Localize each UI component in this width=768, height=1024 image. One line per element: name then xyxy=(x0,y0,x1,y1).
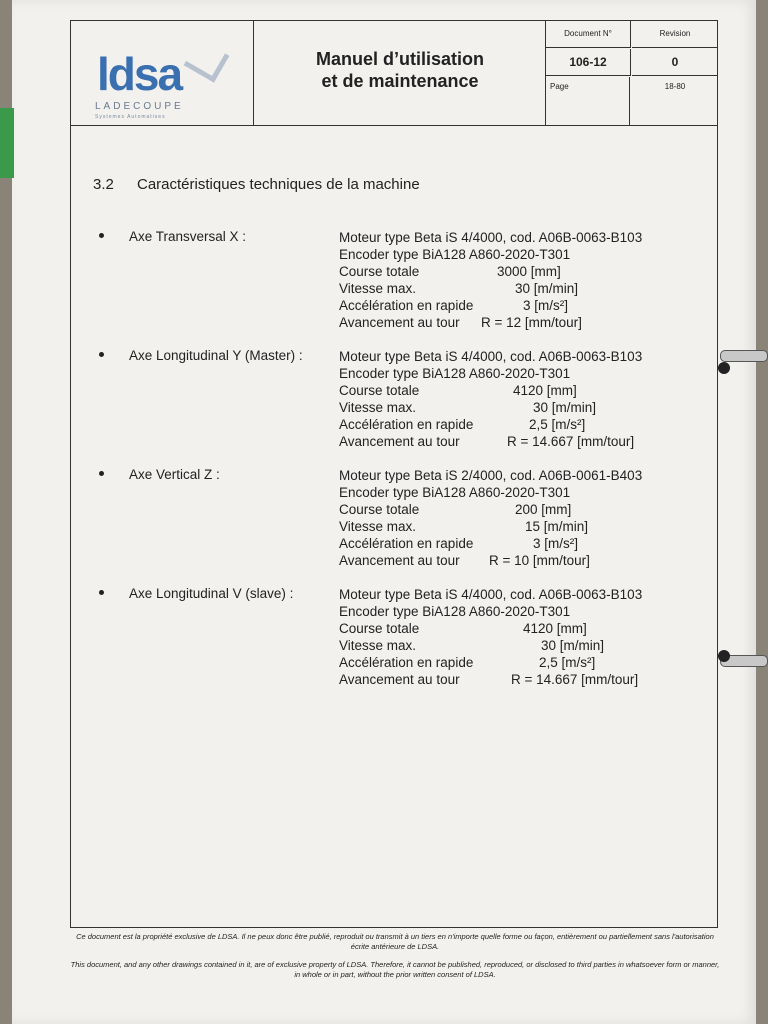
speed-label: Vitesse max. xyxy=(339,638,417,653)
course-label: Course totale xyxy=(339,264,420,279)
document-header xyxy=(71,21,717,126)
course-value: 3000 [mm] xyxy=(497,264,561,279)
accel-label: Accélération en rapide xyxy=(339,536,474,551)
document-frame xyxy=(70,20,718,928)
advance-label: Avancement au tour xyxy=(339,553,460,568)
course-label: Course totale xyxy=(339,502,420,517)
footer-english: This document, and any other drawings contained in it, are of exclusive property of LDSA. Therefore, it cannot be published, reproduced, or disclosed to third parties in whatsoever form or manner, in whole or in part, without the prior written consent of LDSA. xyxy=(70,960,720,979)
axis-name: Axe Longitudinal V (slave) : xyxy=(129,586,294,601)
footer-french: Ce document est la propriété exclusive de LDSA. Il ne peux donc être publié, reproduit ou transmit à un tiers en n'importe quelle forme ou façon, entièrement ou partiellement sans l'autorisation écrite antérieure de LDSA. xyxy=(76,932,714,951)
bullet-point xyxy=(99,471,104,476)
section-heading xyxy=(93,176,420,193)
doc-number-value: 106-12 xyxy=(546,49,631,76)
logo-wordmark: ldsa xyxy=(97,48,182,100)
accel-value: 3 [m/s²] xyxy=(523,298,569,313)
document-title-line2: et de maintenance xyxy=(321,71,479,91)
encoder-spec: Encoder type BiA128 A860-2020-T301 xyxy=(339,366,571,381)
course-label: Course totale xyxy=(339,383,420,398)
page-value: 18-80 xyxy=(664,82,686,91)
speed-value: 30 [m/min] xyxy=(533,400,597,415)
binder-ring xyxy=(720,350,768,362)
advance-value: R = 14.667 [mm/tour] xyxy=(507,434,635,449)
logo-tagline: Systemes Automatises xyxy=(95,114,166,120)
accel-value: 3 [m/s²] xyxy=(533,536,579,551)
course-value: 4120 [mm] xyxy=(513,383,577,398)
accel-value: 2,5 [m/s²] xyxy=(539,655,596,670)
title-box xyxy=(255,21,545,125)
binder-ring-end xyxy=(718,650,730,662)
advance-value: R = 14.667 [mm/tour] xyxy=(511,672,639,687)
bullet-point xyxy=(99,233,104,238)
motor-spec: Moteur type Beta iS 2/4000, cod. A06B-0061-B403 xyxy=(339,468,643,483)
section-number: 3.2 xyxy=(93,176,114,193)
section-title: Caractéristiques techniques de la machine xyxy=(137,176,420,193)
advance-label: Avancement au tour xyxy=(339,672,460,687)
document-meta-table xyxy=(545,21,718,125)
page-label: Page xyxy=(546,77,630,125)
accel-label: Accélération en rapide xyxy=(339,417,474,432)
speed-value: 30 [m/min] xyxy=(541,638,605,653)
speed-value: 15 [m/min] xyxy=(525,519,589,534)
axis-name: Axe Longitudinal Y (Master) : xyxy=(129,348,303,363)
accel-value: 2,5 [m/s²] xyxy=(529,417,586,432)
encoder-spec: Encoder type BiA128 A860-2020-T301 xyxy=(339,604,571,619)
advance-value: R = 10 [mm/tour] xyxy=(489,553,590,568)
axis-name: Axe Vertical Z : xyxy=(129,467,220,482)
revision-label: Revision xyxy=(632,21,718,48)
accel-label: Accélération en rapide xyxy=(339,298,474,313)
bullet-point xyxy=(99,352,104,357)
doc-number-label: Document N° xyxy=(546,21,631,48)
document-title-line1: Manuel d’utilisation xyxy=(315,49,484,69)
advance-label: Avancement au tour xyxy=(339,434,460,449)
speed-label: Vitesse max. xyxy=(339,519,417,534)
binder-tab xyxy=(0,108,14,178)
copyright-footer xyxy=(70,932,720,988)
accel-label: Accélération en rapide xyxy=(339,655,474,670)
binder-ring-end xyxy=(718,362,730,374)
speed-value: 30 [m/min] xyxy=(515,281,579,296)
speed-label: Vitesse max. xyxy=(339,281,417,296)
speed-label: Vitesse max. xyxy=(339,400,417,415)
revision-value: 0 xyxy=(632,49,718,76)
advance-value: R = 12 [mm/tour] xyxy=(481,315,582,330)
company-logo xyxy=(71,21,254,125)
motor-spec: Moteur type Beta iS 4/4000, cod. A06B-0063-B103 xyxy=(339,587,643,602)
logo-checkmark-icon xyxy=(184,38,230,82)
course-value: 200 [mm] xyxy=(515,502,572,517)
motor-spec: Moteur type Beta iS 4/4000, cod. A06B-0063-B103 xyxy=(339,349,643,364)
advance-label: Avancement au tour xyxy=(339,315,460,330)
motor-spec: Moteur type Beta iS 4/4000, cod. A06B-0063-B103 xyxy=(339,230,643,245)
logo-subtitle: LADECOUPE xyxy=(95,101,184,112)
course-value: 4120 [mm] xyxy=(523,621,587,636)
bullet-point xyxy=(99,590,104,595)
encoder-spec: Encoder type BiA128 A860-2020-T301 xyxy=(339,485,571,500)
course-label: Course totale xyxy=(339,621,420,636)
encoder-spec: Encoder type BiA128 A860-2020-T301 xyxy=(339,247,571,262)
axis-name: Axe Transversal X : xyxy=(129,229,247,244)
document-page xyxy=(12,0,756,1024)
